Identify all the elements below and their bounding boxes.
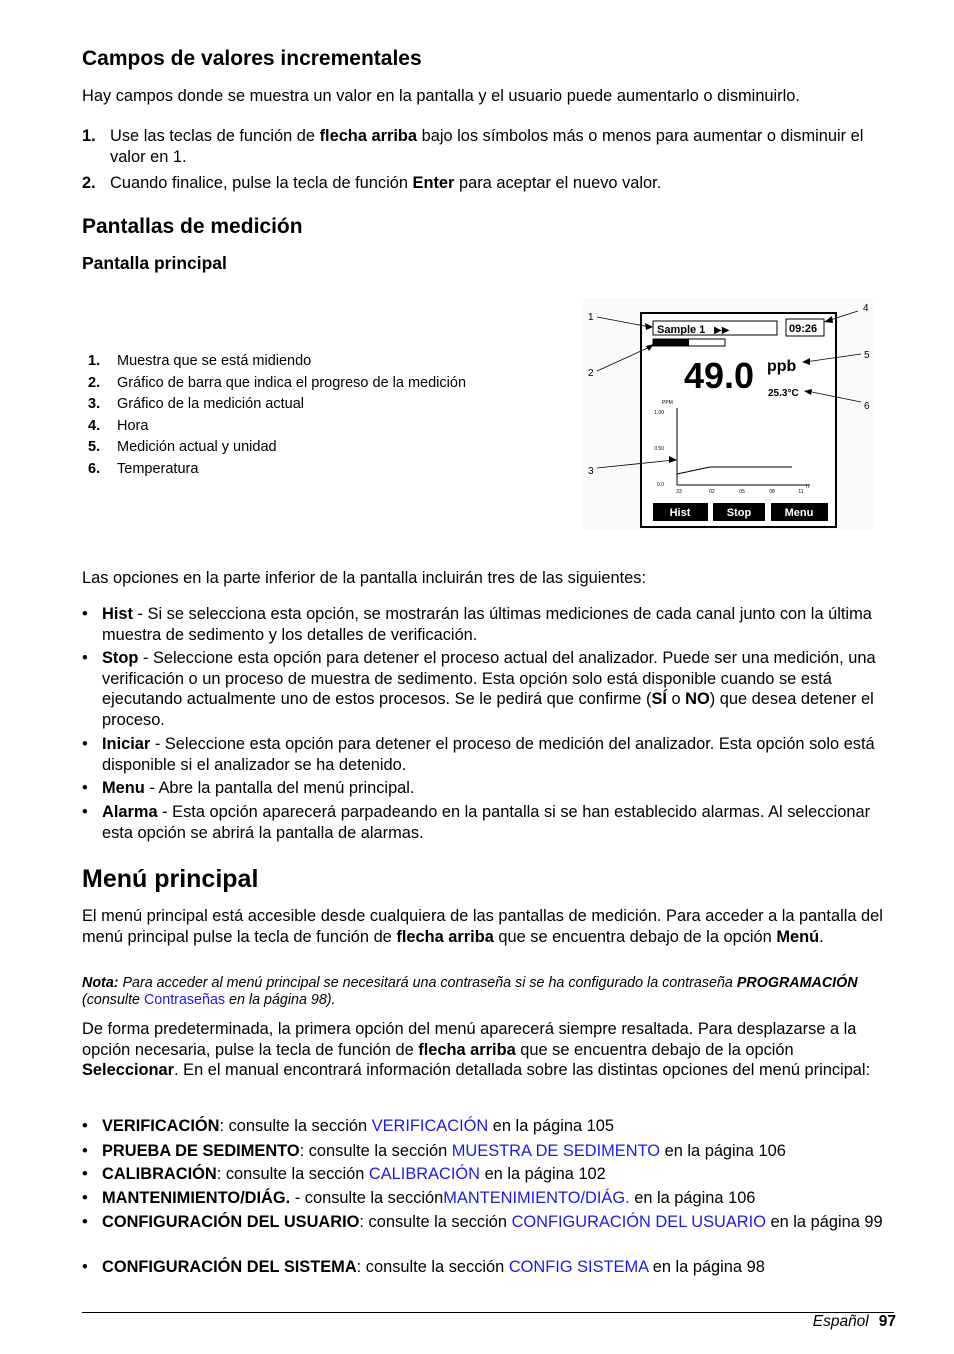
y-tick-label: 0.0: [657, 482, 664, 488]
bullet-dot: •: [82, 1258, 88, 1276]
main-menu-paragraph: El menú principal está accesible desde cualquiera de las pantallas de medición. Para acceder a la pantalla del menú principal pulse la tecla de función de flecha arriba que se encuentra debajo de la opción Menú.: [82, 907, 883, 946]
callout-number: 5: [864, 350, 870, 361]
menu-item-config-sistema: • CONFIGURACIÓN DEL SISTEMA: consulte la sección CONFIG SISTEMA en la página 98: [82, 1258, 765, 1276]
step-2: [82, 173, 872, 194]
menu-item-verificacion: • VERIFICACIÓN: consulte la sección VERIFICACIÓN en la página 105: [82, 1117, 614, 1135]
link-config-sistema[interactable]: CONFIG SISTEMA: [508, 1258, 649, 1276]
callout-number: 6: [864, 401, 870, 412]
progress-bar-fill: [653, 339, 689, 346]
bullet-dot: •: [82, 1213, 88, 1231]
chart-y-unit: PPM: [662, 400, 673, 406]
bullet-dot: •: [82, 1142, 88, 1160]
link-mantenimiento[interactable]: MANTENIMIENTO/DIÁG.: [443, 1189, 630, 1207]
step-1: [82, 126, 872, 168]
footer-rule: [82, 1312, 894, 1313]
sample-label: Sample 1: [657, 324, 706, 336]
footer-language: Español: [812, 1313, 869, 1330]
bullet-dot: •: [82, 1165, 88, 1183]
bullet-dot: •: [82, 803, 88, 821]
link-calibracion[interactable]: CALIBRACIÓN: [368, 1165, 481, 1183]
subsection-title-main-screen: Pantalla principal: [82, 253, 227, 273]
bullet-dot: •: [82, 735, 88, 753]
y-tick-label: 0.50: [654, 446, 664, 452]
bullet-dot: •: [82, 1117, 88, 1135]
step-text: Cuando finalice, pulse la tecla de función Enter para aceptar el nuevo valor.: [110, 174, 662, 192]
menu-item-sedimento: • PRUEBA DE SEDIMENTO: consulte la sección MUESTRA DE SEDIMENTO en la página 106: [82, 1142, 786, 1160]
menu-item-calibracion: • CALIBRACIÓN: consulte la sección CALIBRACIÓN en la página 102: [82, 1165, 606, 1183]
bullet-dot: •: [82, 779, 88, 797]
x-tick-label: 08: [769, 489, 775, 495]
page-footer: [813, 1313, 896, 1331]
option-menu: • Menu - Abre la pantalla del menú principal.: [82, 779, 415, 797]
link-contrasenas[interactable]: Contraseñas: [143, 992, 226, 1008]
forward-arrows-icon: ▶▶: [714, 325, 730, 336]
callout-number: 1: [588, 312, 594, 323]
intro-text: Hay campos donde se muestra un valor en la pantalla y el usuario puede aumentarlo o disminuirlo.: [82, 87, 800, 105]
section-title-main-menu: Menú principal: [82, 865, 259, 893]
step-text: Use las teclas de función de flecha arriba bajo los símbolos más o menos para aumentar o disminuir el valor en 1.: [110, 127, 864, 166]
step-number: 2.: [82, 174, 96, 192]
callout-number: 3: [588, 466, 594, 477]
softkey-stop-label: Stop: [726, 507, 752, 519]
measurement-value: 49.0: [684, 355, 755, 396]
measurement-unit: ppb: [767, 358, 797, 375]
softkey-hist-label: Hist: [669, 507, 691, 519]
softkey-menu-label: Menu: [784, 507, 814, 519]
bullet-dot: •: [82, 649, 88, 667]
section-title-incremental: Campos de valores incrementales: [82, 47, 422, 70]
default-option-paragraph: De forma predeterminada, la primera opción del menú aparecerá siempre resaltada. Para desplazarse a la opción necesaria, pulse la tecla de función de flecha arriba que se encuentra debajo de la opción Seleccionar. En el manual encontrará información detallada sobre las distintas opciones del menú principal:: [82, 1020, 871, 1079]
link-config-usuario[interactable]: CONFIGURACIÓN DEL USUARIO: [511, 1213, 766, 1231]
bullet-dot: •: [82, 605, 88, 623]
option-stop: • Stop - Seleccione esta opción para detener el proceso actual del analizador. Puede ser una medición, una verificación o un proceso de muestra de sedimento. Esta opción solo está disponible cuando se está ejecutando actualmente uno de estos procesos. Se le pedirá que confirme (SÍ o NO) que desea detener el proceso.: [82, 649, 876, 729]
step-number: 1.: [82, 127, 96, 145]
link-muestra-sedimento[interactable]: MUESTRA DE SEDIMENTO: [451, 1142, 661, 1160]
page-number: 97: [878, 1313, 896, 1330]
y-tick-label: 1.00: [654, 410, 664, 416]
options-intro: Las opciones en la parte inferior de la pantalla incluirán tres de las siguientes:: [82, 569, 646, 587]
x-tick-label: 11: [798, 489, 804, 495]
note-text: Nota: Para acceder al menú principal se necesitará una contraseña si se ha configurado la contraseña PROGRAMACIÓN (consulte Contraseñas en la página 98).: [82, 975, 858, 1008]
main-screen-figure: [580, 296, 880, 532]
x-tick-label: 02: [709, 489, 715, 495]
menu-item-mantenimiento: • MANTENIMIENTO/DIÁG. - consulte la secciónMANTENIMIENTO/DIÁG. en la página 106: [82, 1189, 756, 1207]
callout-number: 4: [863, 303, 869, 314]
callout-number: 2: [588, 368, 594, 379]
link-verificacion[interactable]: VERIFICACIÓN: [371, 1117, 489, 1135]
time-label: 09:26: [789, 323, 818, 335]
option-alarma: • Alarma - Esta opción aparecerá parpadeando en la pantalla si se han establecido alarmas. Al seleccionar esta opción se abrirá la pantalla de alarmas.: [82, 803, 871, 842]
temperature-value: 25.3°C: [768, 388, 799, 399]
option-iniciar: • Iniciar - Seleccione esta opción para detener el proceso de medición del analizador. Esta opción solo está disponible si el analizador se ha detenido.: [82, 735, 875, 774]
menu-item-config-usuario: • CONFIGURACIÓN DEL USUARIO: consulte la sección CONFIGURACIÓN DEL USUARIO en la página 99: [82, 1213, 883, 1231]
x-tick-label: 23: [676, 489, 682, 495]
bullet-dot: •: [82, 1189, 88, 1207]
option-hist: • Hist - Si se selecciona esta opción, se mostrarán las últimas mediciones de cada canal junto con la última muestra de sedimento y los detalles de verificación.: [82, 605, 872, 644]
x-axis-unit: h: [806, 484, 809, 490]
section-title-measurement: Pantallas de medición: [82, 215, 303, 238]
x-tick-label: 05: [739, 489, 745, 495]
